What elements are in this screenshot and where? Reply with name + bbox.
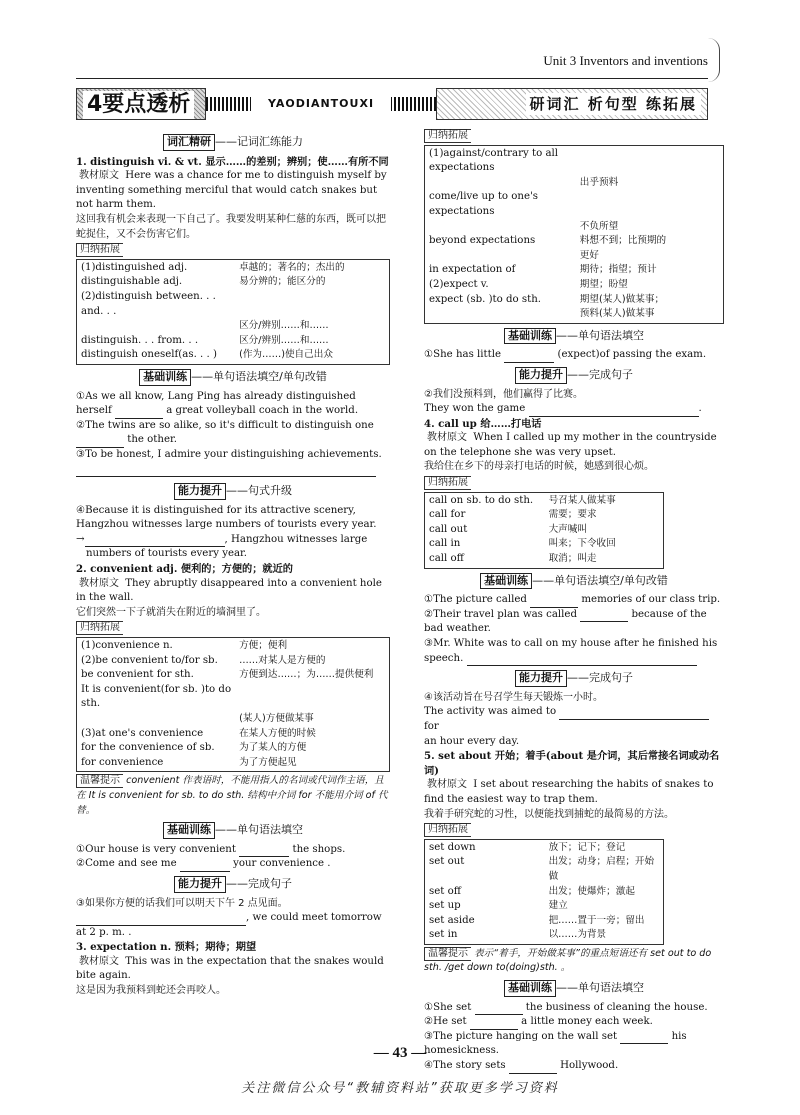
basic-sub: ——单句语法填空: [556, 328, 644, 342]
table-row: [81, 727, 385, 742]
table-cell-key: It is convenient(for sb. )to do sth.: [81, 683, 232, 710]
w4-ex2-b: because of the bad weather.: [424, 608, 707, 635]
w2-tip: [76, 774, 390, 818]
table-row: [429, 928, 659, 943]
page-header: [0, 0, 800, 84]
w1-source-text: Here was a chance for me to distinguish myself by inventing something merciful that would catch snakes but not harm them.: [76, 170, 387, 211]
w3-exercise-1: [424, 348, 724, 363]
table-cell-value: 更好: [579, 249, 599, 261]
table-row: [429, 293, 719, 308]
answer-blank[interactable]: [85, 536, 225, 547]
ability-sub: ——句式升级: [226, 484, 292, 498]
table-cell-value: [239, 290, 385, 319]
page-number: — 43 —: [373, 1045, 427, 1061]
table-cell-key: set out: [429, 856, 465, 868]
table-row: [81, 319, 385, 334]
answer-blank[interactable]: [239, 846, 289, 857]
table-cell-value: 大声喊叫: [548, 523, 587, 535]
w1-ex3-text: ③To be honest, I admire your distinguishing achievements.: [76, 448, 382, 460]
w2-ability-title: [76, 876, 390, 893]
w3-translation: 这是因为我预料到蛇还会再咬人。: [76, 985, 226, 997]
table-cell-key: expect (sb. )to do sth.: [429, 293, 542, 305]
table-row: [429, 176, 719, 191]
w5-ex4-b: Hollywood.: [560, 1060, 619, 1072]
w2-translation: 它们突然一下子就消失在附近的墙洞里了。: [76, 606, 266, 618]
table-cell-key: set aside: [429, 914, 475, 926]
basic-tag: 基础训练: [480, 573, 532, 590]
word-1-heading: 1. distinguish vi. & vt. 显示……的差别；辨别；使……有所不同: [76, 155, 389, 168]
w2-exercise-3-answer: [76, 911, 390, 926]
table-cell-value: 料想不到；比预期的: [579, 235, 667, 247]
w4-ex1-a: ①The picture called: [424, 594, 527, 606]
table-cell-value: 在某人方便的时候: [239, 727, 316, 739]
w5-ex2-a: ②He set: [424, 1016, 467, 1028]
table-cell-key: distinguish oneself(as. . . ): [81, 349, 217, 361]
w4-extension-table: [424, 492, 664, 569]
section-banner: [76, 88, 708, 120]
basic-tag: 基础训练: [163, 822, 215, 839]
w3-source-text: This was in the expectation that the snakes would bite again.: [76, 955, 384, 982]
w2-ex2-b: your convenience .: [233, 858, 331, 870]
table-cell-value: 卓越的；著名的；杰出的: [239, 261, 345, 273]
table-cell-value: 区分/辨别……和……: [239, 334, 329, 346]
basic-tag: 基础训练: [139, 369, 191, 386]
w4-ex4-b: for: [424, 720, 439, 732]
tip-tag: 温馨提示: [76, 774, 123, 788]
table-cell-value: 放下；记下；登记: [548, 841, 626, 853]
w1-source: [76, 169, 390, 213]
table-cell-value: 需要；要求: [548, 509, 597, 521]
table-row: [429, 841, 659, 856]
table-cell-key: call off: [429, 553, 464, 565]
table-row: [81, 348, 385, 363]
source-tag: 教材原文: [79, 170, 119, 182]
w3-basic-title: [424, 328, 724, 345]
w2-ex1-a: ①Our house is very convenient: [76, 843, 236, 855]
table-row: [429, 885, 659, 900]
table-cell-value: ……对某人是方便的: [239, 654, 326, 666]
table-cell-value: 出乎预料: [579, 176, 619, 188]
table-cell-key: distinguishable adj.: [81, 276, 183, 288]
answer-blank[interactable]: [509, 1063, 557, 1074]
table-cell-value: 区分/辨别……和……: [239, 320, 329, 332]
answer-blank[interactable]: [76, 915, 246, 926]
w1-exercise-1: [76, 390, 390, 419]
table-cell-key: distinguish. . . from. . .: [81, 334, 199, 346]
w4-exercise-2: [424, 608, 724, 637]
table-row: [81, 290, 385, 319]
w5-exercise-2: [424, 1015, 724, 1030]
table-row: [429, 494, 659, 509]
w5-basic-title: [424, 980, 724, 997]
table-cell-value: 易分辨的；能区分的: [239, 276, 326, 288]
w5-ex3-a: ③The picture hanging on the wall set: [424, 1030, 618, 1042]
w4-exercise-1: [424, 593, 724, 608]
table-cell-key: set in: [429, 929, 458, 941]
w5-translation: 我着手研究蛇的习性，以便能找到捕蛇的最简易的方法。: [424, 808, 674, 820]
w1-exercise-3: [76, 448, 390, 477]
word-5-heading: 5. set about 开始；着手(about 是介词，其后常接名词或动名词): [424, 750, 720, 777]
page-curl-decoration: [707, 38, 720, 82]
basic-sub: ——单句语法填空/单句改错: [191, 369, 327, 383]
table-cell-key: (1)distinguished adj.: [81, 261, 188, 273]
w2-exercise-2: [76, 857, 390, 872]
w2-basic-title: [76, 822, 390, 839]
word-2-heading: 2. convenient adj. 便利的；方便的；就近的: [76, 563, 293, 576]
w1-extension-table: [76, 259, 390, 365]
w3-ex1-b: (expect)of passing the exam.: [557, 349, 707, 361]
w5-ex3-b: his homesickness.: [424, 1030, 687, 1057]
table-cell-value: 叫来；下令收回: [548, 538, 616, 550]
w5-ex1-a: ①She set: [424, 1001, 472, 1013]
answer-blank[interactable]: [504, 352, 554, 363]
w2-extension-table: [76, 637, 390, 772]
table-cell-value: [239, 683, 385, 712]
w4-exercise-4-answer: [424, 705, 724, 734]
banner-title: 4要点透析: [83, 91, 194, 119]
source-tag: 教材原文: [427, 432, 467, 444]
ability-sub: ——完成句子: [567, 671, 633, 685]
table-cell-value: 预料(某人)做某事: [579, 308, 655, 320]
source-tag: 教材原文: [427, 779, 467, 791]
table-row: [81, 668, 385, 683]
answer-blank[interactable]: [475, 1004, 523, 1015]
table-cell-value: 建立: [548, 900, 568, 912]
w1-ex2-b: the other.: [127, 434, 177, 446]
table-row: [81, 334, 385, 349]
answer-blank[interactable]: [530, 597, 578, 608]
table-cell-key: set off: [429, 885, 461, 897]
table-cell-value: (作为……)使自己出众: [239, 349, 333, 361]
table-cell-value: 号召某人做某事: [548, 494, 616, 506]
table-cell-key: (3)at one's convenience: [81, 727, 204, 739]
table-row: [81, 712, 385, 727]
w5-ex4-a: ④The story sets: [424, 1060, 506, 1072]
answer-blank[interactable]: [115, 408, 163, 419]
table-cell-key: be convenient for sth.: [81, 669, 194, 681]
w3-exercise-2-answer: They won the game .: [424, 402, 724, 417]
w4-exercise-3: [424, 637, 724, 666]
w2-source-text: They abruptly disappeared into a convenient hole in the wall.: [76, 577, 382, 604]
table-row: [429, 147, 719, 176]
w4-ext-tag: [424, 476, 724, 491]
answer-blank[interactable]: [529, 406, 699, 417]
table-cell-key: in expectation of: [429, 264, 516, 276]
basic-sub: ——单句语法填空: [556, 981, 644, 995]
ability-tag: 能力提升: [515, 367, 567, 384]
w1-ext-tag: [76, 243, 390, 258]
right-column: [424, 128, 724, 1074]
w4-translation: 我给住在乡下的母亲打电话的时候，她感到很心烦。: [424, 461, 654, 473]
answer-line[interactable]: [467, 655, 697, 666]
answer-blank[interactable]: [470, 1019, 518, 1030]
table-row: [81, 261, 385, 276]
table-row: [81, 741, 385, 756]
table-row: [429, 234, 719, 249]
table-cell-key: call for: [429, 509, 466, 521]
w2-ext-tag: [76, 621, 390, 636]
table-row: [429, 508, 659, 523]
left-column: [76, 128, 390, 999]
table-cell-key: call out: [429, 523, 468, 535]
table-cell-value: 为了某人的方便: [239, 742, 307, 754]
vocab-subtitle: ——记词汇练能力: [215, 135, 303, 148]
w4-ex4-a: The activity was aimed to: [424, 706, 557, 718]
table-row: [429, 899, 659, 914]
w1-translation: 这回我有机会来表现一下自己了。我要发明某种仁慈的东西，既可以把蛇捉住，又不会伤害它们。: [76, 213, 386, 240]
w4-ability-title: [424, 670, 724, 687]
table-cell-value: 期望；盼望: [579, 278, 628, 290]
w4-source: [424, 431, 724, 460]
source-tag: 教材原文: [79, 577, 119, 589]
w4-ex3-text: ③Mr. White was to call on my house after he finished his speech.: [424, 638, 718, 664]
w5-exercise-1: [424, 1001, 724, 1016]
answer-blank[interactable]: [580, 611, 628, 622]
w3-extension-table: [424, 145, 724, 324]
table-row: [429, 263, 719, 278]
w4-ex2-a: ②Their travel plan was called: [424, 608, 577, 620]
ability-sub: ——完成句子: [226, 876, 292, 890]
w4-exercise-4: ④该活动旨在号召学生每天锻炼一小时。: [424, 691, 603, 703]
banner-left: [76, 88, 206, 120]
footer-note: 关注微信公众号“教辅资料站”获取更多学习资料: [241, 1081, 559, 1096]
table-cell-key: [429, 176, 580, 191]
w1-ability-title: [76, 483, 390, 500]
ability-tag: 能力提升: [174, 483, 226, 500]
w5-ext-tag: [424, 823, 724, 838]
unit-title: Unit 3 Inventors and inventions: [543, 53, 708, 68]
table-row: [81, 275, 385, 290]
w3-exercise-2: ②我们没预料到，他们赢得了比赛。: [424, 388, 583, 400]
w1-ex4-c: numbers of tourists every year.: [86, 548, 248, 560]
basic-tag: 基础训练: [504, 328, 556, 345]
table-cell-value: [580, 190, 719, 219]
banner-right: [436, 88, 708, 120]
vocab-title: 词汇精研: [163, 134, 215, 151]
w2-ex2-a: ②Come and see me: [76, 858, 177, 870]
ext-tag-label: 归纳拓展: [76, 243, 123, 257]
table-row: [429, 914, 659, 929]
w1-exercise-4-rewrite: [76, 533, 390, 548]
ext-tag-label: 归纳拓展: [424, 129, 471, 143]
table-cell-value: 为了方便起见: [239, 756, 297, 768]
table-cell-key: (2)distinguish between. . . and. . .: [81, 290, 216, 317]
table-cell-key: (1)against/contrary to all expectations: [429, 147, 559, 174]
table-row: [429, 249, 719, 264]
table-row: [429, 220, 719, 235]
table-cell-key: for the convenience of sb.: [81, 742, 215, 754]
w2-ex1-b: the shops.: [292, 843, 346, 855]
table-row: [429, 278, 719, 293]
table-cell-key: [429, 249, 580, 264]
w5-source-text: I set about researching the habits of snakes to find the easiest way to trap them.: [424, 779, 714, 805]
ext-tag-label: 归纳拓展: [424, 476, 471, 490]
table-cell-value: 不负所望: [579, 220, 619, 232]
w1-ex1-b: herself: [76, 405, 112, 417]
table-cell-key: come/live up to one's expectations: [429, 191, 539, 217]
answer-blank[interactable]: [559, 709, 709, 720]
table-cell-value: (某人)方便做某事: [239, 712, 314, 724]
w5-source: [424, 778, 724, 807]
tip-tag: 温馨提示: [424, 947, 471, 961]
w4-basic-title: [424, 573, 724, 590]
w2-exercise-1: [76, 843, 390, 858]
w3-ext-tag: [424, 129, 724, 144]
table-cell-value: [580, 147, 719, 176]
table-cell-key: beyond expectations: [429, 235, 536, 247]
table-row: [81, 683, 385, 712]
table-cell-key: set up: [429, 900, 461, 912]
answer-blank[interactable]: [180, 861, 230, 872]
banner-pinyin: YAODIANTOUXI: [251, 97, 391, 111]
table-row: [429, 523, 659, 538]
header-rule: [76, 78, 708, 79]
table-row: [429, 855, 659, 884]
answer-line[interactable]: [76, 466, 376, 477]
basic-sub: ——单句语法填空: [215, 823, 303, 837]
ability-tag: 能力提升: [174, 876, 226, 893]
table-row: [81, 639, 385, 654]
w5-ex2-b: a little money each week.: [521, 1016, 653, 1028]
table-cell-key: [81, 712, 239, 727]
w2-ex3-c: at 2 p. m. .: [76, 926, 132, 938]
table-cell-value: 期望(某人)做某事；: [579, 293, 665, 305]
ability-tag: 能力提升: [515, 670, 567, 687]
w1-ex1-a: ①As we all know, Lang Ping has already distinguished: [76, 390, 356, 402]
w3-source: [76, 955, 390, 984]
w4-ex1-b: memories of our class trip.: [581, 594, 721, 606]
w4-ex4-c: an hour every day.: [424, 735, 520, 747]
w1-ex4-b: , Hangzhou witnesses large: [224, 533, 368, 545]
w1-ex2-a: ②The twins are so alike, so it's difficult to distinguish one: [76, 419, 374, 431]
word-3-heading: 3. expectation n. 预料；期待；期望: [76, 941, 257, 954]
table-cell-key: (2)be convenient to/for sb.: [81, 654, 218, 666]
ext-tag-label: 归纳拓展: [424, 823, 471, 837]
table-cell-key: [81, 319, 239, 334]
table-cell-value: 把……置于一旁；留出: [548, 914, 645, 926]
w5-tip: [424, 947, 724, 976]
table-cell-value: 期待；指望；预计: [579, 264, 657, 276]
table-cell-value: 出发；动身；启程；开始做: [548, 856, 655, 882]
table-row: [429, 190, 719, 219]
banner-mid: [206, 97, 436, 111]
w5-exercise-4: [424, 1059, 724, 1074]
table-cell-key: [429, 307, 580, 322]
basic-tag: 基础训练: [504, 980, 556, 997]
table-cell-value: 取消；叫走: [548, 553, 597, 565]
table-cell-value: 方便到达……；为……提供便利: [239, 669, 374, 681]
table-cell-key: for convenience: [81, 756, 164, 768]
ext-tag-label: 归纳拓展: [76, 621, 123, 635]
arrow-icon: →: [76, 533, 85, 545]
w5-ex1-b: the business of cleaning the house.: [525, 1001, 708, 1013]
word-4-heading: 4. call up 给……打电话: [424, 417, 542, 430]
table-cell-key: [429, 220, 580, 235]
w2-tip-text: convenient 作表语时，不能用指人的名词或代词作主语，且在 It is convenient for sb. to do sth. 结构中介词 for 不能用介词 of 代替。: [76, 775, 388, 816]
answer-blank[interactable]: [620, 1033, 668, 1044]
w2-exercise-3: ③如果你方便的话我们可以明天下午 2 点见面。: [76, 897, 288, 909]
table-cell-key: call in: [429, 538, 461, 550]
table-cell-key: (2)expect v.: [429, 278, 489, 290]
table-row: [81, 654, 385, 669]
table-row: [81, 756, 385, 771]
w5-tip-text: 表示“着手，开始做某事”的重点短语还有 set out to do sth. /get down to(doing)sth. 。: [424, 947, 712, 974]
w1-exercise-2: [76, 419, 390, 448]
table-cell-value: 方便；便利: [239, 640, 288, 651]
w1-exercise-4: ④Because it is distinguished for its attractive scenery, Hangzhou witnesses large numbers of tourists every year.: [76, 504, 377, 531]
table-row: [429, 552, 659, 567]
ability-sub: ——完成句子: [567, 367, 633, 381]
table-cell-key: (1)convenience n.: [81, 640, 173, 651]
w1-basic-title: [76, 369, 390, 386]
w2-source: [76, 577, 390, 606]
table-cell-key: set down: [429, 841, 476, 853]
table-cell-value: 出发；使爆炸；激起: [548, 885, 635, 897]
w1-ex1-c: a great volleyball coach in the world.: [166, 405, 359, 417]
w3-ex2-b: They won the game: [424, 403, 526, 415]
table-cell-value: 以……为背景: [548, 929, 607, 941]
w2-ex3-b: , we could meet tomorrow: [246, 912, 382, 924]
w3-ability-title: [424, 367, 724, 384]
table-row: [429, 537, 659, 552]
vocab-section-title: [76, 134, 390, 151]
w5-extension-table: [424, 839, 664, 945]
table-cell-key: call on sb. to do sth.: [429, 494, 534, 506]
source-tag: 教材原文: [79, 955, 119, 967]
table-row: [429, 307, 719, 322]
answer-blank[interactable]: [76, 437, 124, 448]
w4-source-text: When I called up my mother in the countryside on the telephone she was very upset.: [424, 432, 717, 458]
w3-ex1-a: ①She has little: [424, 349, 502, 361]
banner-slogan: 研词汇 析句型 练拓展: [526, 93, 701, 115]
basic-sub: ——单句语法填空/单句改错: [532, 573, 668, 587]
